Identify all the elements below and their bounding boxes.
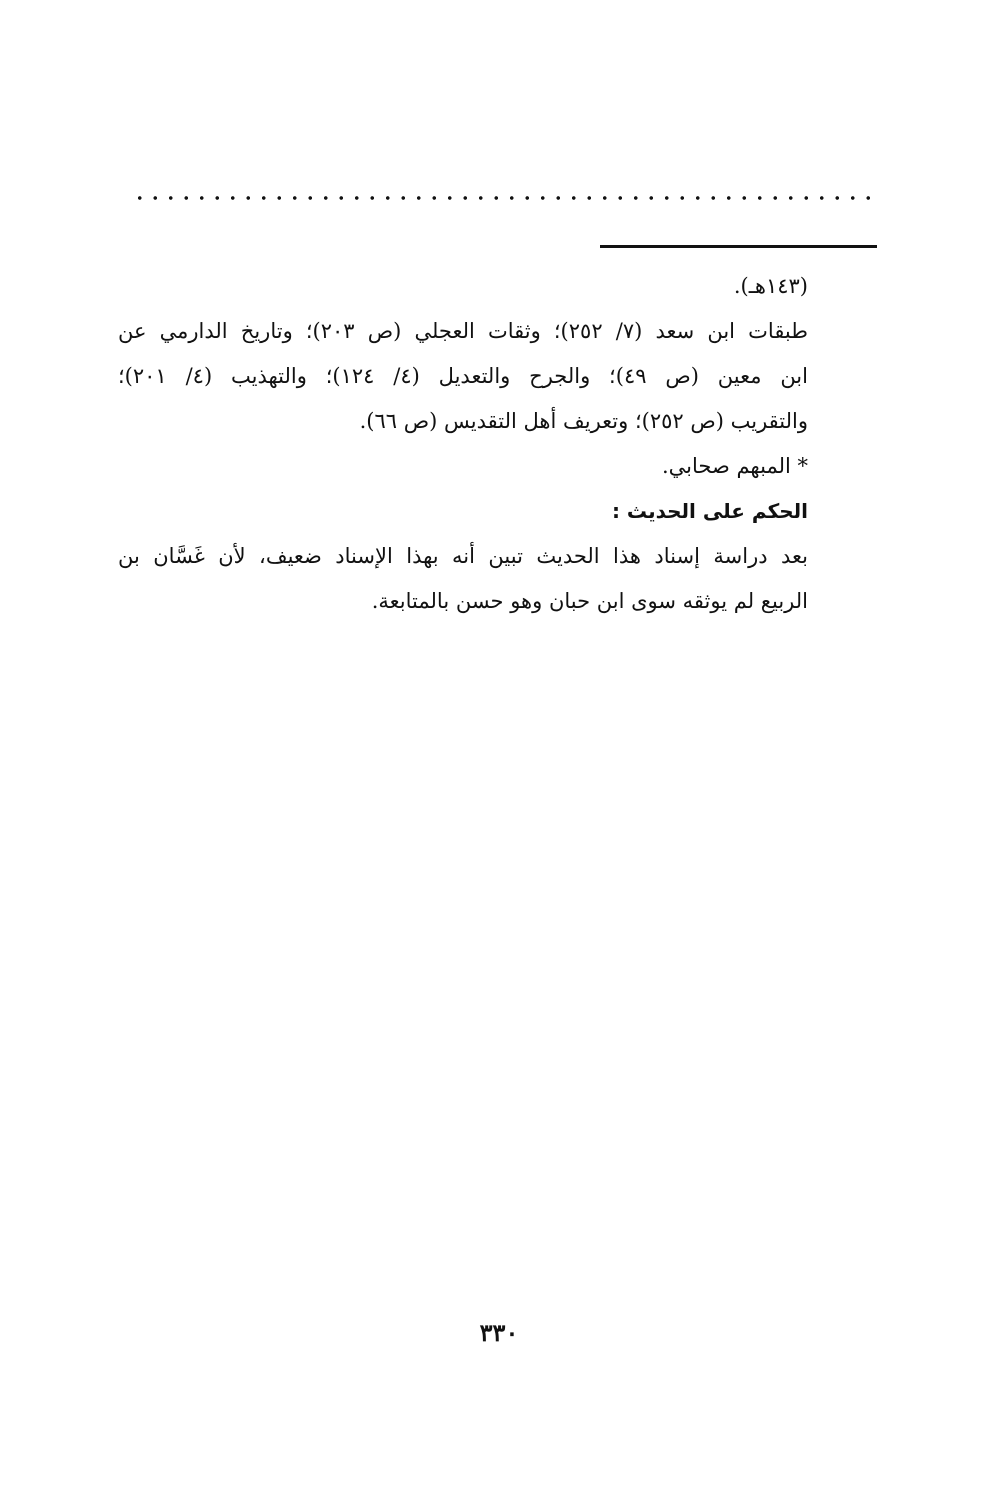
section-rule <box>600 245 877 248</box>
page-body <box>118 264 808 624</box>
footnote-line-1: (١٤٣هـ). <box>733 274 808 298</box>
ruling-line-2: الربيع لم يوثقه سوى ابن حبان وهو حسن بالمتابعة. <box>371 589 808 613</box>
ruling-line-1: بعد دراسة إسناد هذا الحديث تبين أنه بهذا الإسناد ضعيف، لأن غَسَّان بن <box>118 544 808 568</box>
page-number: ٣٣٠ <box>479 1318 519 1347</box>
ruling-heading: الحكم على الحديث : <box>611 499 808 523</box>
footnote-line-4: والتقريب (ص ٢٥٢)؛ وتعريف أهل التقديس (ص ٦٦). <box>359 409 808 433</box>
dotted-separator <box>132 193 876 203</box>
footnote-line-3: ابن معين (ص ٤٩)؛ والجرح والتعديل (٤/ ١٢٤)؛ والتهذيب (٤/ ٢٠١)؛ <box>118 364 808 388</box>
footnote-line-2: طبقات ابن سعد (٧/ ٢٥٢)؛ وثقات العجلي (ص ٢٠٣)؛ وتاريخ الدارمي عن <box>118 319 808 343</box>
mubham-note: * المبهم صحابي. <box>661 454 808 478</box>
